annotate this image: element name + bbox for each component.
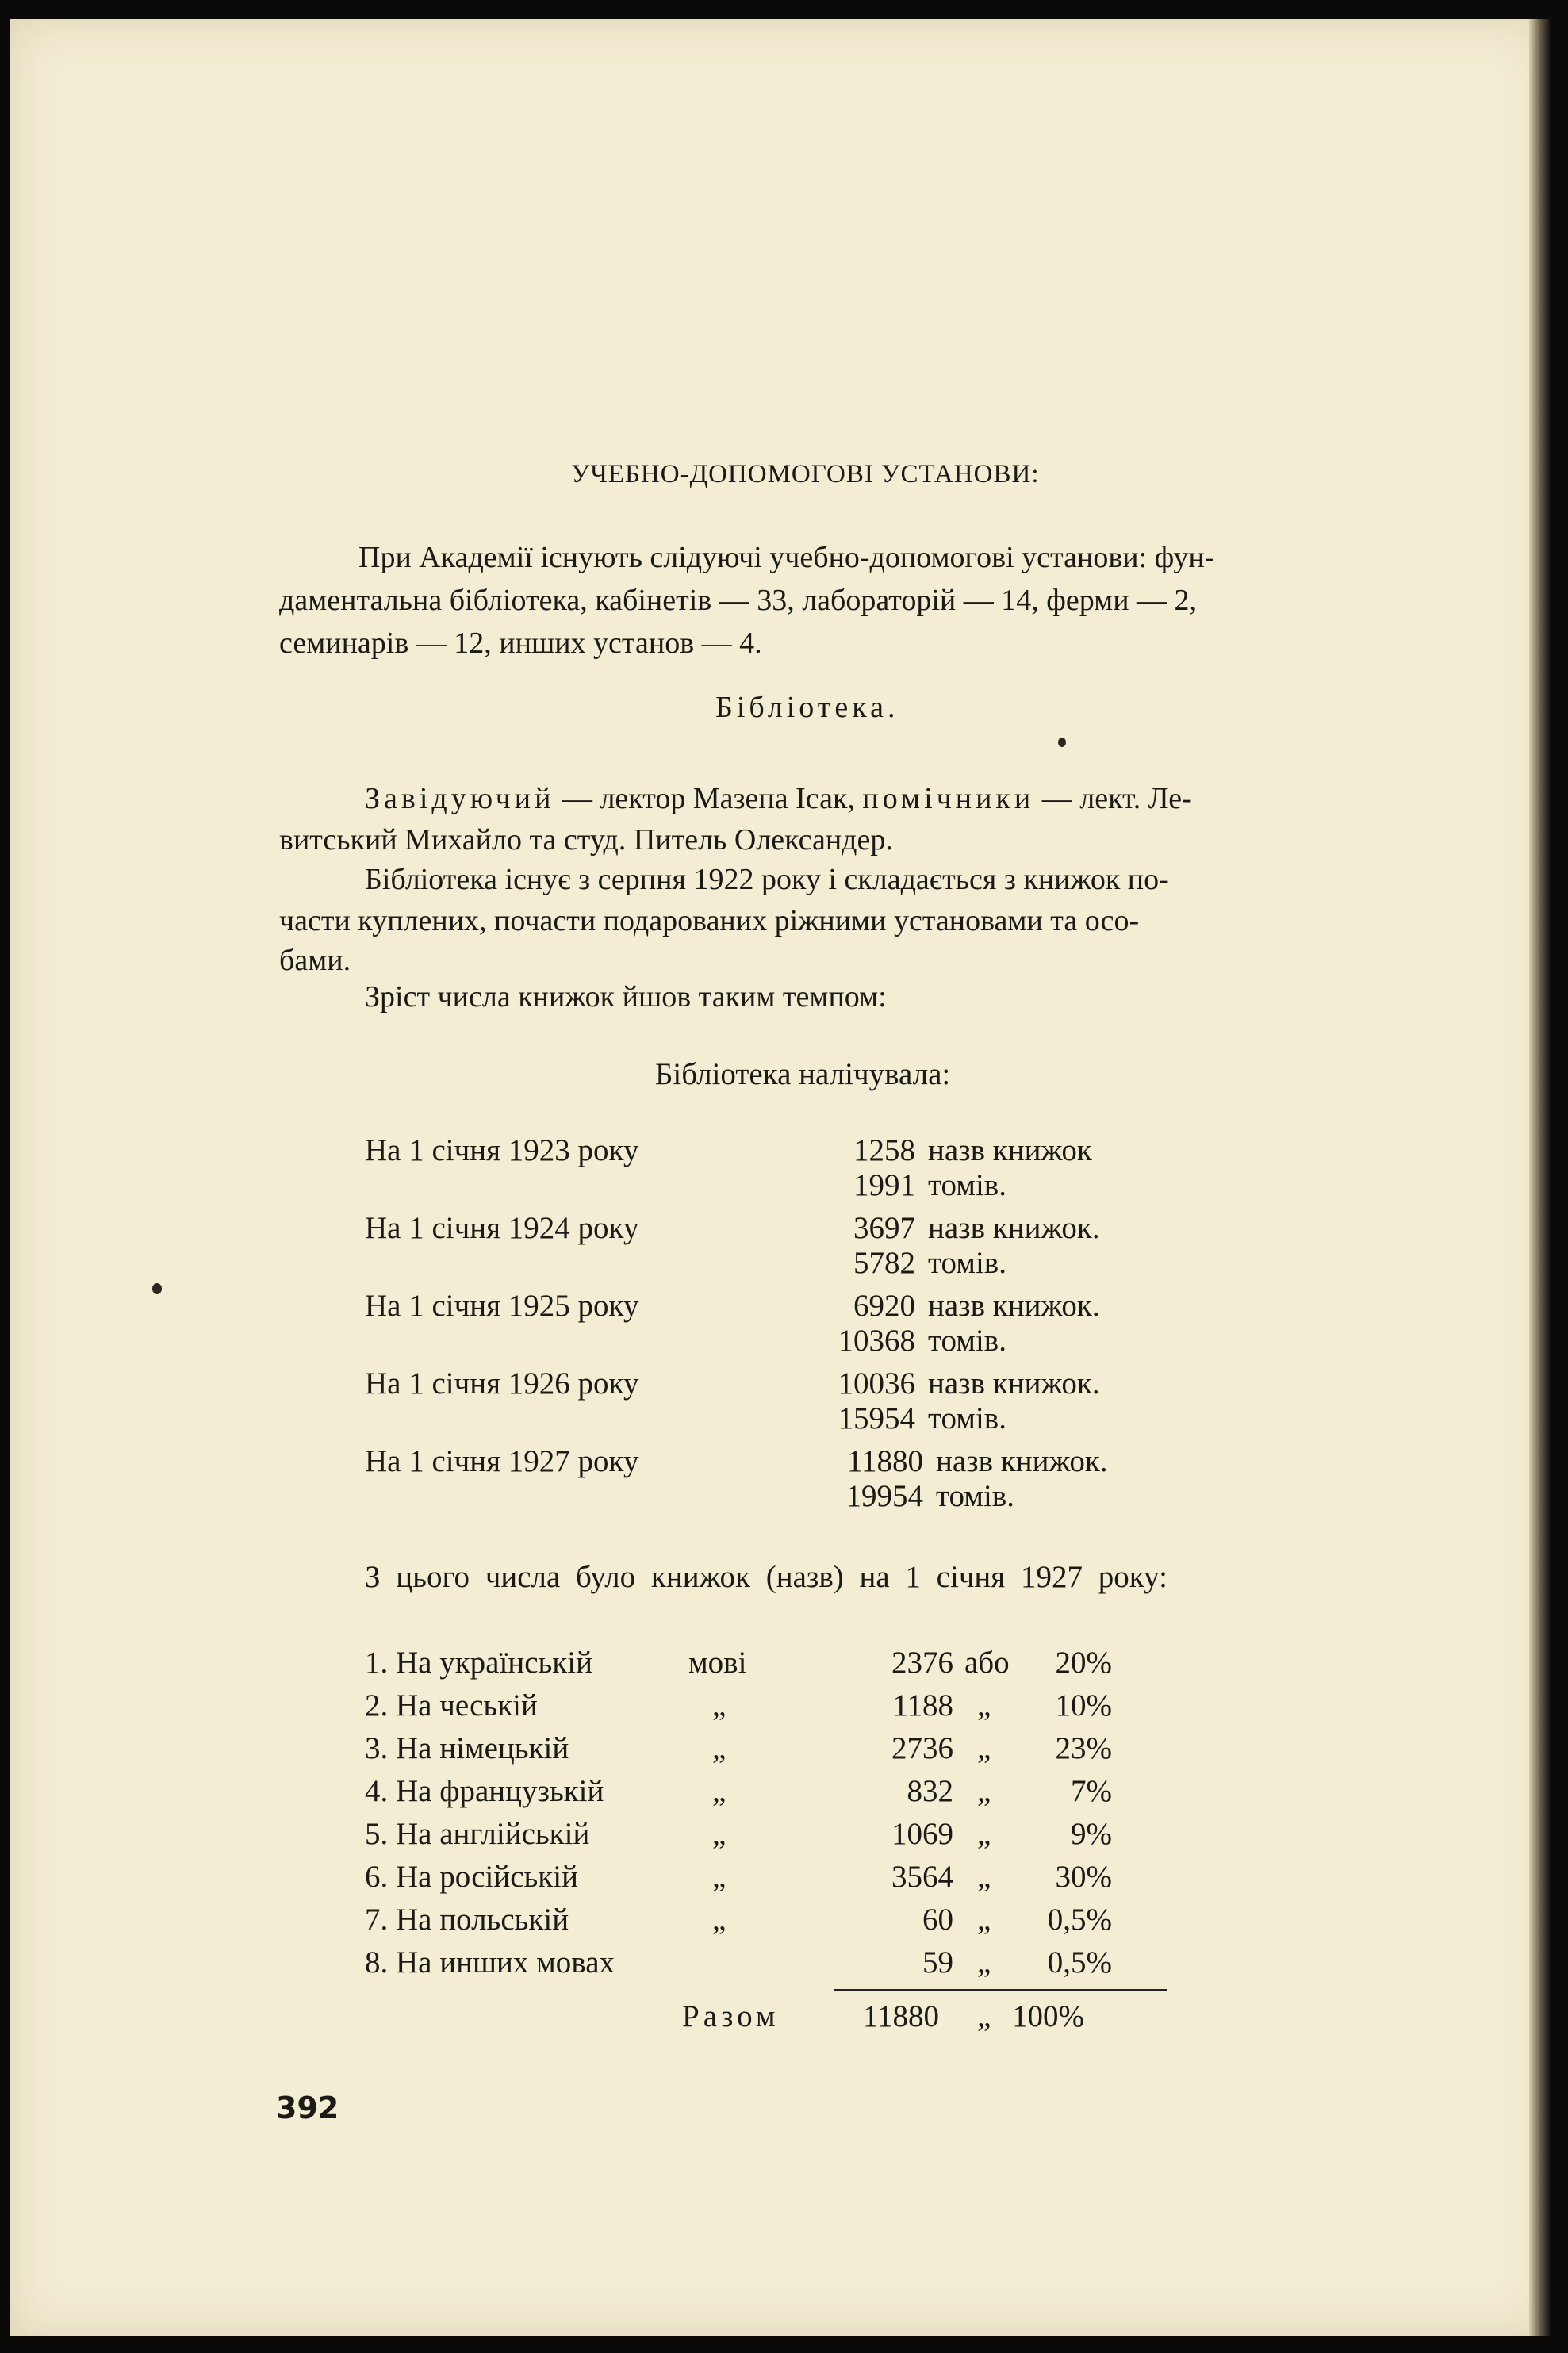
head-name: — лектор Мазепа Ісак, (554, 782, 863, 815)
holdings-date: На 1 січня 1925 року (365, 1289, 639, 1323)
history-line-3: бами. (279, 944, 351, 977)
language-percent: 9% (1071, 1817, 1112, 1851)
staff-line-1 (365, 777, 1192, 820)
sum-rule (834, 1989, 1167, 1991)
language-word: „ (712, 1860, 726, 1894)
holdings-heading: Бібліотека налічувала: (655, 1057, 951, 1091)
language-percent: 0,5% (1047, 1945, 1112, 1979)
growth-intro: Зріст числа книжок йшов таким темпом: (365, 980, 887, 1014)
language-conj: „ (977, 1945, 991, 1979)
language-percent: 10% (1055, 1688, 1112, 1723)
language-name: 1. На українській (365, 1646, 592, 1680)
language-name: 2. На чеській (365, 1688, 538, 1723)
intro-line-3: семинарів — 12, инших установ — 4. (279, 627, 762, 660)
total-label: Разом (682, 1999, 780, 2033)
holdings-volumes-label: томів. (936, 1479, 1014, 1513)
language-count: 59 (922, 1945, 953, 1979)
total-count: 11880 (862, 1999, 939, 2033)
language-percent: 7% (1071, 1774, 1112, 1808)
language-percent: 20% (1055, 1646, 1112, 1680)
holdings-titles-label: назв книжок. (928, 1366, 1100, 1401)
holdings-volumes: 10368 (838, 1324, 915, 1358)
language-word: „ (712, 1731, 726, 1765)
holdings-date: На 1 січня 1927 року (365, 1444, 639, 1478)
language-word: „ (712, 1817, 726, 1851)
holdings-volumes-label: томів. (928, 1168, 1006, 1202)
language-conj: „ (977, 1903, 991, 1937)
intro-line-1: При Академії існують слідуючі учебно-допомогові установи: фун- (358, 541, 1215, 574)
ink-speck (152, 1283, 162, 1294)
language-word: „ (712, 1688, 726, 1723)
history-line-2: части куплених, почасти подарованих ріжними установами та осо- (279, 904, 1140, 937)
language-count: 1069 (891, 1817, 953, 1851)
holdings-titles-label: назв книжок (928, 1133, 1092, 1167)
holdings-volumes-label: томів. (928, 1324, 1006, 1358)
language-name: 7. На польській (365, 1903, 569, 1937)
holdings-titles: 10036 (838, 1366, 915, 1401)
language-word: „ (712, 1774, 726, 1808)
language-conj: „ (977, 1774, 991, 1808)
holdings-titles: 6920 (853, 1289, 915, 1323)
history-line-1: Бібліотека існує з серпня 1922 року і складається з книжок по- (365, 863, 1169, 896)
staff-line-2: витський Михайло та студ. Питель Олександер. (279, 823, 893, 857)
language-word: „ (712, 1903, 726, 1937)
language-count: 2376 (891, 1646, 953, 1680)
holdings-date: На 1 січня 1926 року (365, 1366, 639, 1401)
language-percent: 0,5% (1047, 1903, 1112, 1937)
language-name: 5. На англійській (365, 1817, 590, 1851)
assistants-label: помічники (862, 782, 1035, 815)
language-name: 6. На російській (365, 1860, 578, 1894)
holdings-volumes-label: томів. (928, 1401, 1006, 1435)
intro-line-2: даментальна бібліотека, кабінетів — 33, лабораторій — 14, ферми — 2, (279, 584, 1198, 617)
language-count: 60 (922, 1903, 953, 1937)
section-heading: УЧЕБНО-ДОПОМОГОВІ УСТАНОВИ: (571, 460, 1040, 489)
language-conj: або (964, 1646, 1010, 1680)
language-count: 1188 (892, 1688, 953, 1723)
holdings-volumes: 19954 (845, 1479, 923, 1513)
total-conj: „ (977, 1999, 991, 2033)
holdings-volumes-label: томів. (928, 1246, 1006, 1280)
holdings-volumes: 15954 (838, 1401, 915, 1435)
language-name: 4. На французькій (365, 1774, 604, 1808)
holdings-titles-label: назв книжок. (936, 1444, 1108, 1478)
language-count: 3564 (891, 1860, 953, 1894)
ink-speck (1058, 738, 1066, 747)
holdings-titles-label: назв книжок. (928, 1211, 1100, 1245)
holdings-date: На 1 січня 1924 року (365, 1211, 639, 1245)
language-count: 2736 (891, 1731, 953, 1765)
language-conj: „ (977, 1817, 991, 1851)
language-percent: 23% (1055, 1731, 1112, 1765)
language-conj: „ (977, 1688, 991, 1723)
holdings-volumes: 5782 (853, 1246, 915, 1280)
holdings-date: На 1 січня 1923 року (365, 1133, 639, 1167)
holdings-titles: 1258 (853, 1133, 915, 1167)
holdings-volumes: 1991 (853, 1168, 915, 1202)
language-conj: „ (977, 1860, 991, 1894)
holdings-titles-label: назв книжок. (928, 1289, 1100, 1323)
language-word: мові (688, 1646, 747, 1680)
language-name: 8. На инших мовах (365, 1945, 615, 1979)
document-page (10, 19, 1550, 2336)
language-conj: „ (977, 1731, 991, 1765)
language-percent: 30% (1055, 1860, 1112, 1894)
head-label: Завідуючий (365, 782, 555, 815)
language-name: 3. На німецькій (365, 1731, 569, 1765)
language-count: 832 (907, 1774, 953, 1808)
holdings-titles: 11880 (846, 1444, 923, 1478)
holdings-titles: 3697 (853, 1211, 915, 1245)
page-edge-shadow (1529, 19, 1550, 2336)
assistants-text: — лект. Ле- (1034, 782, 1192, 815)
page-number: 392 (276, 2090, 339, 2125)
library-title: Бібліотека. (715, 691, 899, 724)
languages-intro: З цього числа було книжок (назв) на 1 січня 1927 року: (365, 1560, 1167, 1594)
total-percent: 100% (1012, 1999, 1084, 2033)
